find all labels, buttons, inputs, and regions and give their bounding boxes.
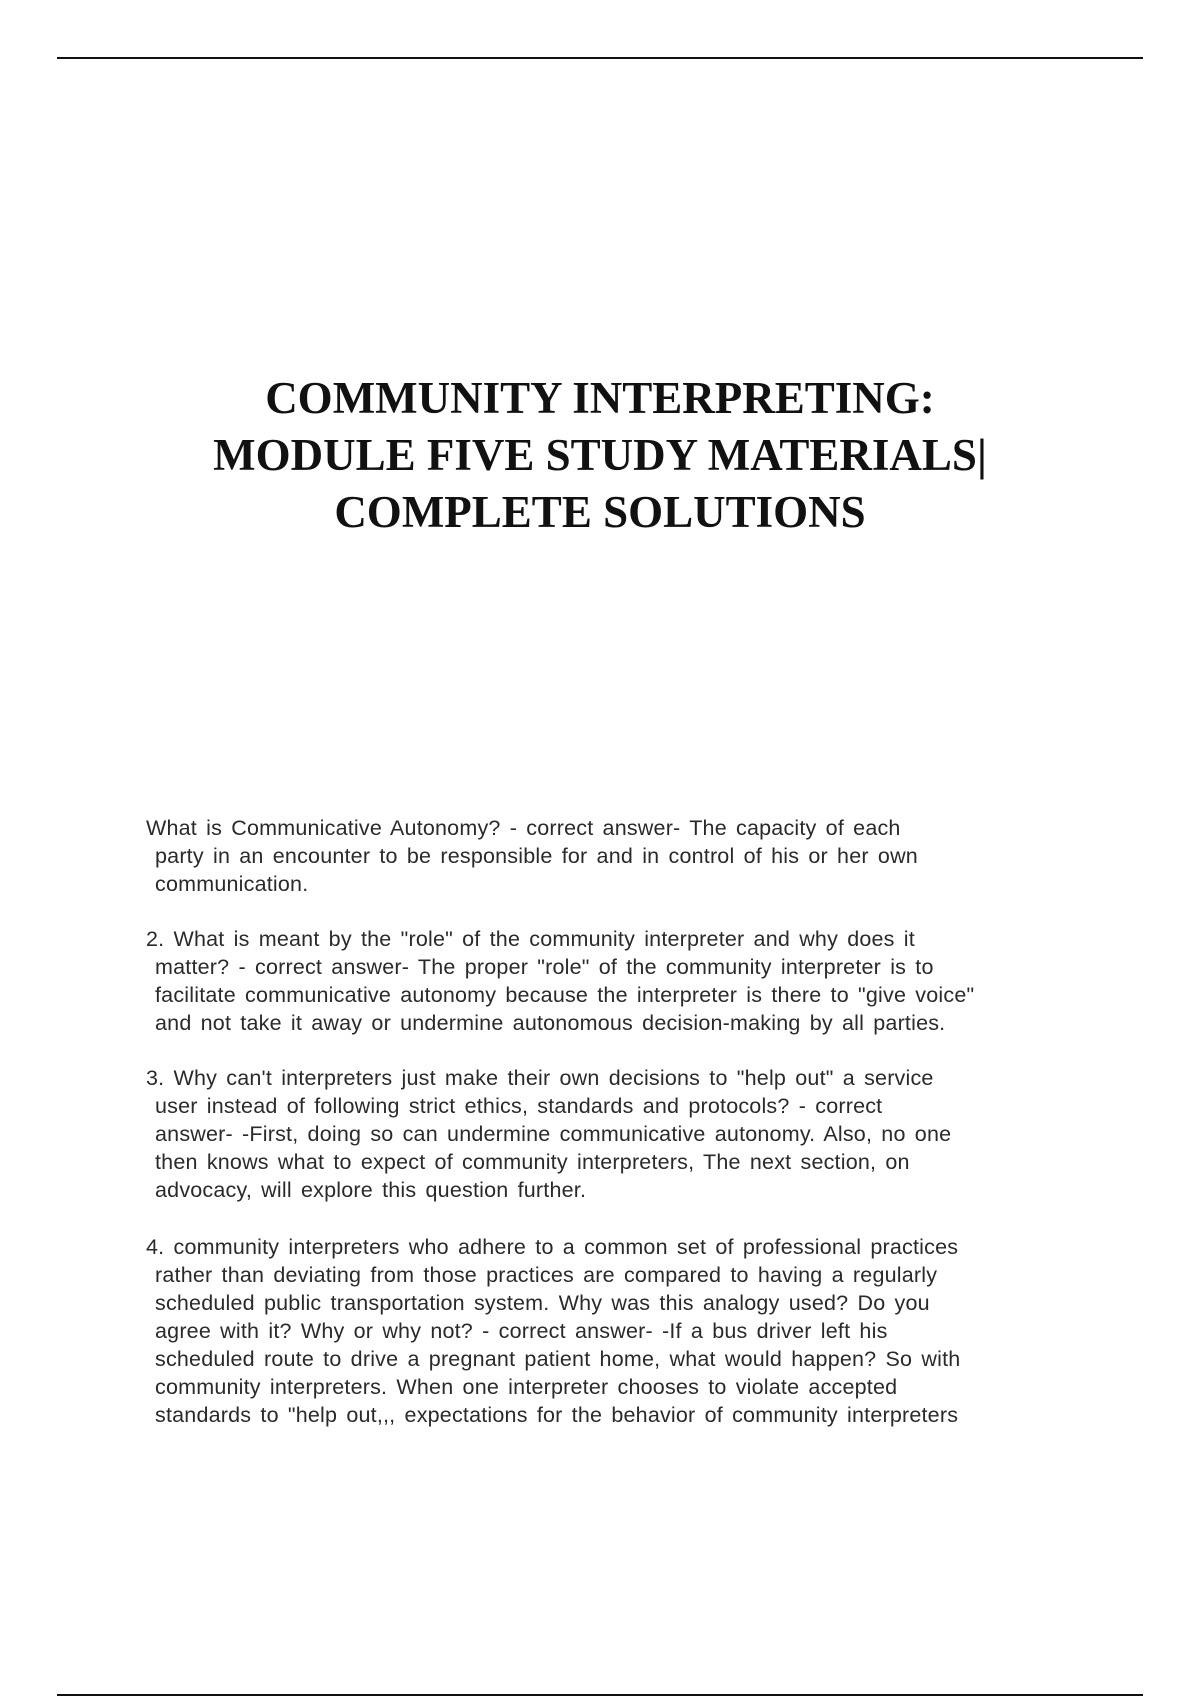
text-line: What is Communicative Autonomy? - correct answer- The capacity of each: [146, 816, 901, 840]
text-line: community interpreters. When one interpreter chooses to violate accepted: [155, 1375, 898, 1399]
text-line: communication.: [155, 872, 309, 896]
qa-entry-1: [146, 814, 1086, 898]
text-line: scheduled public transportation system. Why was this analogy used? Do you: [155, 1291, 930, 1315]
text-line: standards to "help out,,, expectations for the behavior of community interpreters: [155, 1403, 959, 1427]
title-line: COMPLETE SOLUTIONS: [334, 487, 866, 537]
text-line: user instead of following strict ethics, standards and protocols? - correct: [155, 1094, 883, 1118]
qa-entry-3: [146, 1064, 1086, 1204]
bottom-rule: [57, 1694, 1143, 1696]
text-line: advocacy, will explore this question further.: [155, 1178, 587, 1202]
text-line: rather than deviating from those practices are compared to having a regularly: [155, 1263, 938, 1287]
title-line: COMMUNITY INTERPRETING:: [265, 373, 935, 423]
text-line: scheduled route to drive a pregnant patient home, what would happen? So with: [155, 1347, 961, 1371]
text-line: party in an encounter to be responsible for and in control of his or her own: [155, 844, 918, 868]
title-line: MODULE FIVE STUDY MATERIALS|: [213, 430, 987, 480]
text-line: 3. Why can't interpreters just make their own decisions to "help out" a service: [146, 1066, 934, 1090]
top-rule: [57, 57, 1143, 59]
text-line: agree with it? Why or why not? - correct answer- -If a bus driver left his: [155, 1319, 888, 1343]
text-line: 2. What is meant by the "role" of the community interpreter and why does it: [146, 927, 915, 951]
document-title: [100, 370, 1100, 541]
text-line: answer- -First, doing so can undermine communicative autonomy. Also, no one: [155, 1122, 952, 1146]
text-line: matter? - correct answer- The proper "role" of the community interpreter is to: [155, 955, 934, 979]
text-line: then knows what to expect of community interpreters, The next section, on: [155, 1150, 910, 1174]
text-line: and not take it away or undermine autonomous decision-making by all parties.: [155, 1011, 946, 1035]
qa-entry-2: [146, 925, 1086, 1037]
qa-entry-4: [146, 1233, 1086, 1429]
text-line: facilitate communicative autonomy because the interpreter is there to "give voice": [155, 983, 975, 1007]
text-line: 4. community interpreters who adhere to a common set of professional practices: [146, 1235, 959, 1259]
